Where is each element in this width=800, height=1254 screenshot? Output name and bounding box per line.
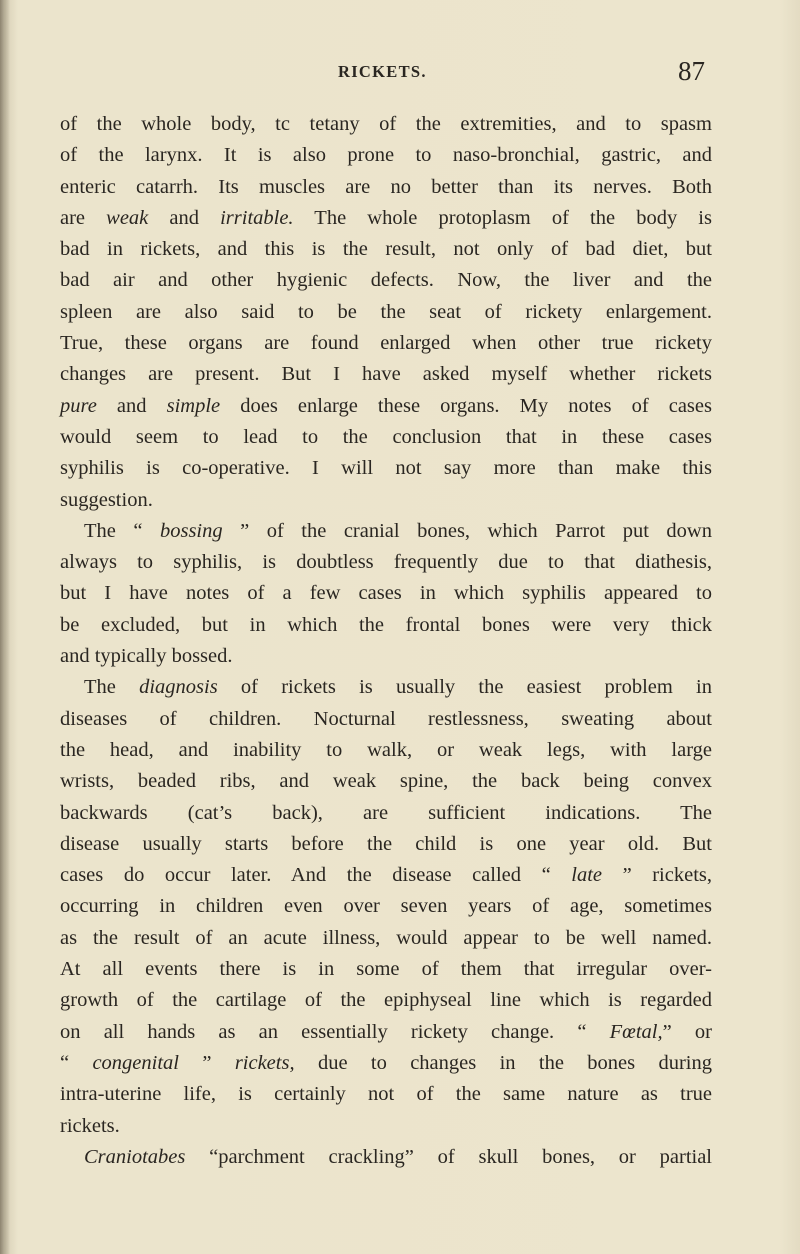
- text-span: are: [60, 206, 107, 229]
- text-line: [60, 422, 712, 453]
- italic-term: pure: [60, 394, 97, 417]
- text-line: [60, 203, 712, 234]
- paragraph-start-line: [60, 1142, 712, 1173]
- text-span: but I have notes of a few cases in which syphilis appeared to: [60, 582, 712, 605]
- text-span: bad in rickets, and this is the result, not only of bad diet, but: [60, 238, 712, 261]
- text-line: [60, 985, 712, 1016]
- text-line: [60, 359, 712, 390]
- italic-term: irritable.: [220, 206, 294, 229]
- text-span: True, these organs are found enlarged when other true rickety: [60, 332, 712, 355]
- italic-term: bossing: [159, 519, 223, 542]
- text-line: [60, 954, 712, 985]
- text-line: [60, 109, 712, 140]
- text-span: would seem to lead to the conclusion that in these cases: [60, 425, 712, 448]
- text-span: the head, and inability to walk, or weak legs, with large: [60, 738, 712, 761]
- text-span: of the whole body, tc tetany of the extremities, and to spasm: [60, 113, 712, 135]
- text-line: [60, 798, 712, 829]
- text-span: rickets.: [60, 1114, 120, 1137]
- text-line: [60, 641, 712, 672]
- text-line: [60, 297, 712, 328]
- text-span: due to changes in the bones during: [294, 1051, 712, 1074]
- text-line: [60, 172, 712, 203]
- body-text: [60, 109, 712, 1173]
- text-line: [60, 704, 712, 735]
- italic-term: rickets,: [234, 1051, 295, 1074]
- text-span: wrists, beaded ribs, and weak spine, the back being convex: [60, 770, 712, 793]
- text-line: [60, 891, 712, 922]
- text-span: syphilis is co-operative. I will not say more than make this: [60, 457, 712, 480]
- text-line: [60, 265, 712, 296]
- text-span: changes are present. But I have asked myself whether rickets: [60, 363, 712, 386]
- italic-term: simple: [166, 394, 221, 417]
- text-span: cases do occur later. And the disease called “: [60, 864, 572, 887]
- text-line: [60, 328, 712, 359]
- text-span: and typically bossed.: [60, 645, 233, 668]
- text-span: disease usually starts before the child is one year old. But: [60, 832, 712, 855]
- italic-term: Fœtal,: [609, 1020, 663, 1043]
- text-line: [60, 1017, 712, 1048]
- text-span: “parchment crackling” of skull bones, or partial: [185, 1145, 712, 1168]
- italic-term: weak: [106, 206, 149, 229]
- running-head: RICKETS.: [338, 62, 427, 81]
- paragraph-start-line: [60, 672, 712, 703]
- text-span: as the result of an acute illness, would appear to be well named.: [60, 926, 712, 949]
- text-span: suggestion.: [60, 488, 153, 511]
- text-span: The whole protoplasm of the body is: [293, 206, 712, 229]
- text-line: [60, 735, 712, 766]
- text-span: ” of the cranial bones, which Parrot put down: [222, 519, 712, 542]
- text-span: spleen are also said to be the seat of rickety enlargement.: [60, 300, 712, 323]
- text-span: backwards (cat’s back), are sufficient indications. The: [60, 801, 712, 824]
- text-span: diseases of children. Nocturnal restlessness, sweating about: [60, 707, 712, 730]
- text-line: [60, 766, 712, 797]
- text-span: of rickets is usually the easiest problem in: [217, 676, 713, 699]
- text-line: [60, 1111, 712, 1142]
- page-header: [0, 56, 800, 96]
- page-number: 87: [678, 56, 705, 86]
- text-line: [60, 923, 712, 954]
- text-line: [60, 140, 712, 171]
- text-span: The “: [84, 519, 160, 542]
- text-line: [60, 391, 712, 422]
- text-span: bad air and other hygienic defects. Now, the liver and the: [60, 269, 712, 292]
- text-span: ” or: [662, 1020, 712, 1043]
- text-span: always to syphilis, is doubtless frequently due to that diathesis,: [60, 551, 712, 574]
- text-line: [60, 453, 712, 484]
- text-span: The: [84, 676, 140, 699]
- text-span: be excluded, but in which the frontal bones were very thick: [60, 613, 712, 636]
- text-line: [60, 610, 712, 641]
- text-span: “: [60, 1051, 93, 1074]
- italic-term: late: [571, 864, 602, 887]
- text-line: [60, 578, 712, 609]
- text-line: [60, 860, 712, 891]
- text-span: enteric catarrh. Its muscles are no better than its nerves. Both: [60, 175, 712, 198]
- italic-term: Craniotabes: [84, 1145, 186, 1168]
- text-line: [60, 829, 712, 860]
- text-span: growth of the cartilage of the epiphyseal line which is regarded: [60, 989, 712, 1012]
- text-line: [60, 547, 712, 578]
- text-line: [60, 1079, 712, 1110]
- text-span: At all events there is in some of them that irregular over-: [60, 958, 712, 981]
- text-span: of the larynx. It is also prone to naso-bronchial, gastric, and: [60, 144, 712, 167]
- text-line: [60, 234, 712, 265]
- text-span: ” rickets,: [602, 864, 713, 887]
- text-span: on all hands as an essentially rickety change. “: [60, 1020, 610, 1043]
- text-line: [60, 1048, 712, 1079]
- text-line: [60, 485, 712, 516]
- text-span: occurring in children even over seven years of age, sometimes: [60, 895, 712, 918]
- text-span: and: [96, 394, 167, 417]
- text-span: intra-uterine life, is certainly not of the same nature as true: [60, 1083, 712, 1106]
- text-span: ”: [179, 1051, 235, 1074]
- page-binding-shadow: [0, 0, 10, 1254]
- paragraph-start-line: [60, 516, 712, 547]
- italic-term: diagnosis: [139, 676, 218, 699]
- text-span: and: [148, 206, 221, 229]
- italic-term: congenital: [92, 1051, 179, 1074]
- text-span: does enlarge these organs. My notes of cases: [220, 394, 712, 417]
